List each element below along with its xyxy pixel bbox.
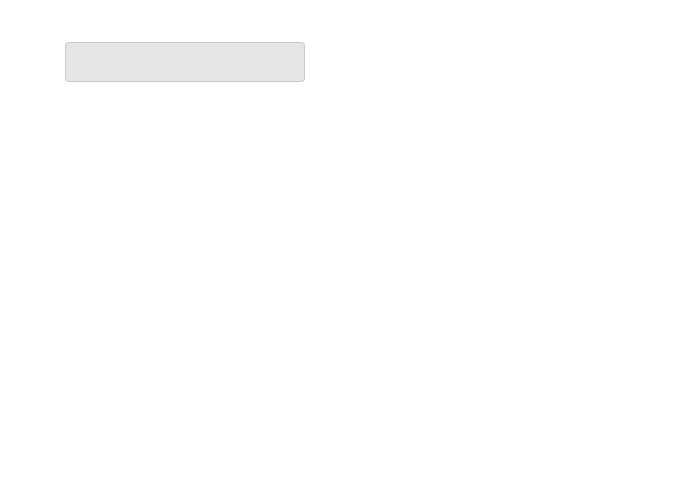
contents-title-box <box>65 42 305 82</box>
left-wave-border <box>0 0 40 495</box>
right-wave-border <box>634 0 674 495</box>
